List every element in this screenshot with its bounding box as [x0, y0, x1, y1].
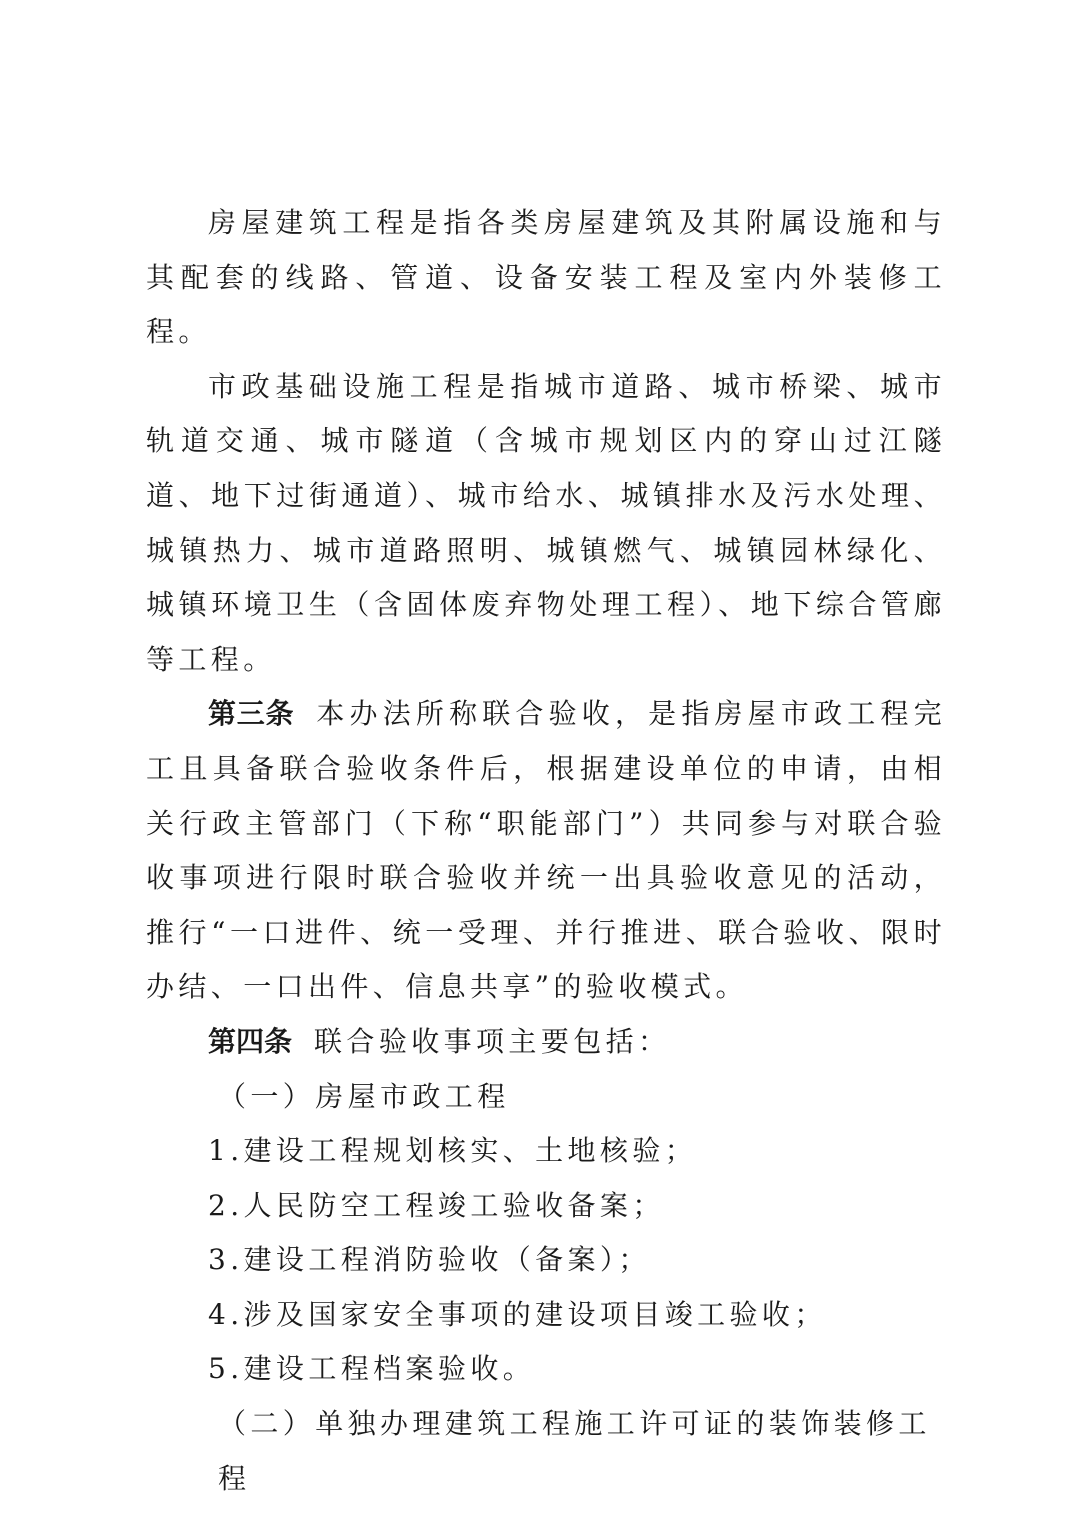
- section-1-title: （一）房屋市政工程: [218, 1079, 510, 1113]
- article-3: [146, 687, 946, 1015]
- article-4-body: 联合验收事项主要包括：: [314, 1024, 671, 1058]
- section-2-title: （二）单独办理建筑工程施工许可证的装饰装修工程: [218, 1407, 931, 1495]
- paragraph-housing-definition: 房屋建筑工程是指各类房屋建筑及其附属设施和与其配套的线路、管道、设备安装工程及室内外装修工程。: [146, 206, 946, 349]
- article-3-body: 本办法所称联合验收，是指房屋市政工程完工且具备联合验收条件后，根据建设单位的申请，由相关行政主管部门（下称“职能部门”）共同参与对联合验收事项进行限时联合验收并统一出具验收意见的活动，推行“一口进件、统一受理、并行推进、联合验收、限时办结、一口出件、信息共享”的验收模式。: [146, 697, 946, 1004]
- list-item: 1.建设工程规划核实、土地核验；: [208, 1134, 698, 1168]
- list-item: 5.建设工程档案验收。: [208, 1352, 536, 1386]
- document-page: [146, 196, 946, 1506]
- article-4-heading: 第四条: [208, 1024, 293, 1058]
- article-3-heading: 第三条: [208, 697, 295, 731]
- list-item: 2.人民防空工程竣工验收备案；: [208, 1188, 665, 1222]
- list-item: 3.建设工程消防验收（备案）；: [208, 1243, 651, 1277]
- article-4: [146, 1015, 946, 1070]
- paragraph-municipal-definition: 市政基础设施工程是指城市道路、城市桥梁、城市轨道交通、城市隧道（含城市规划区内的穿山过江隧道、地下过街通道）、城市给水、城镇排水及污水处理、城镇热力、城市道路照明、城镇燃气、城镇园林绿化、城镇环境卫生（含固体废弃物处理工程）、地下综合管廊等工程。: [146, 369, 946, 676]
- list-item: 4.涉及国家安全事项的建设项目竣工验收；: [208, 1297, 827, 1331]
